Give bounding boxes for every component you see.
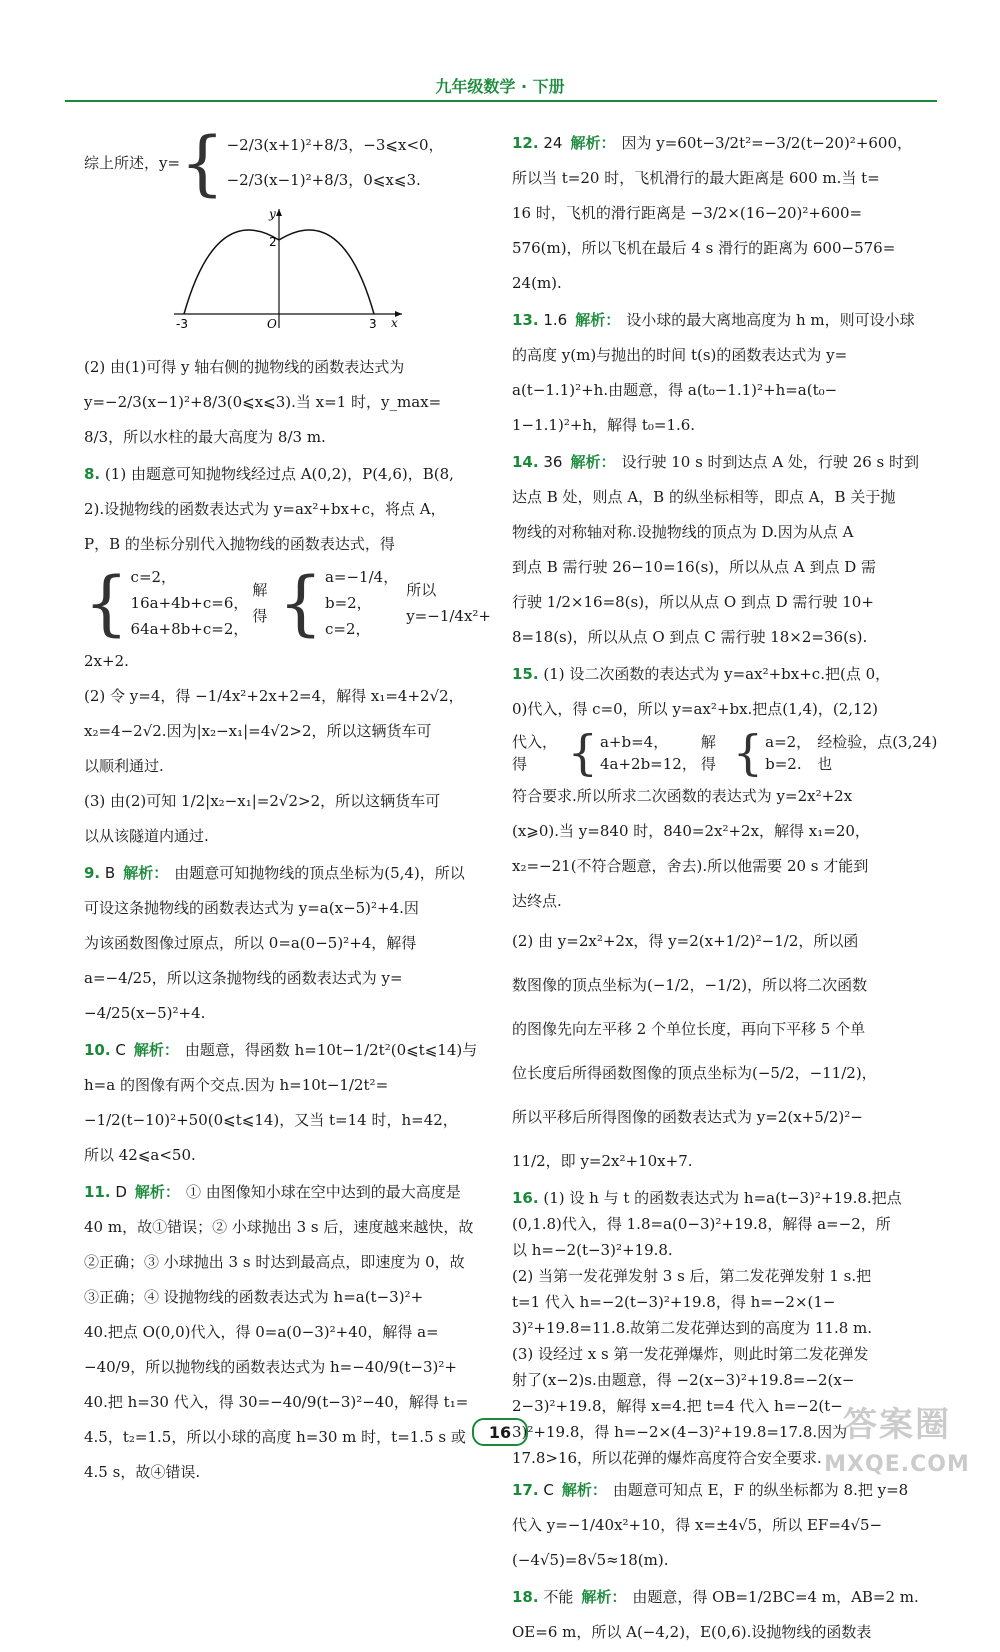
- q8-line: (2) 令 y=4，得 −1/4x²+2x+2=4，解得 x₁=4+2√2，: [84, 687, 464, 705]
- question-9: 9. B 解析： 由题意可知抛物线的顶点坐标为(5,4)，所以 可设这条抛物线的函数表达式为 y=a(x−5)²+4.因 为该函数图像过原点，所以 0=a(0−5)²+4，解得 a=−4/25，所以这条抛物线的函数表达式为 y= −4/25(x−5)²+4.: [84, 856, 494, 1031]
- q13-answer: 1.6: [543, 311, 568, 329]
- q16-number: 16.: [512, 1189, 539, 1207]
- q15-equation-system: [512, 727, 942, 779]
- question-13: 13. 1.6 解析： 设小球的最大离地高度为 h m，则可设小球 的高度 y(m)与抛出的时间 t(s)的函数表达式为 y= a(t−1.1)²+h.由题意，得 a(t₀−1.1)²+h=a(t₀− 1−1.1)²+h，解得 t₀=1.6.: [512, 303, 942, 443]
- tick-2: 2: [269, 235, 277, 249]
- page-footer: [470, 1417, 530, 1447]
- q18-number: 18.: [512, 1588, 539, 1606]
- q15-sys-intro: 代入，得: [512, 733, 558, 773]
- q17-line: 代入 y=−1/40x²+10，得 x=±4√5，所以 EF=4√5−: [512, 1516, 883, 1534]
- origin-label: O: [267, 317, 277, 331]
- q15-line: 0)代入，得 c=0，所以 y=ax²+bx.把点(1,4)，(2,12): [512, 700, 878, 718]
- y-axis-arrow: [276, 209, 282, 216]
- piecewise-case-2: −2/3(x−1)²+8/3，0⩽x⩽3.: [226, 171, 421, 189]
- q10-answer: C: [115, 1041, 126, 1059]
- q8-line: (3) 由(2)可知 1/2|x₂−x₁|=2√2>2，所以这辆货车可: [84, 792, 441, 810]
- q16-line: 3)²+19.8，得 h=−2×(4−3)²+19.8=17.8.因为: [512, 1423, 848, 1441]
- q15-line: 位长度后所得函数图像的顶点坐标为(−5/2，−11/2)，: [512, 1064, 877, 1082]
- analysis-tag: 解析：: [134, 1183, 180, 1201]
- q15-line: (2) 由 y=2x²+2x，得 y=2(x+1/2)²−1/2，所以函: [512, 932, 859, 950]
- q15-line: (x⩾0).当 y=840 时，840=2x²+2x，解得 x₁=20，: [512, 822, 870, 840]
- left-brace: {: [567, 725, 598, 781]
- q14-number: 14.: [512, 453, 539, 471]
- q16-line: 射了(x−2)s.由题意，得 −2(x−3)²+19.8=−2(x−: [512, 1371, 855, 1389]
- q10-number: 10.: [84, 1041, 111, 1059]
- q10-line: h=a 的图像有两个交点.因为 h=10t−1/2t²=: [84, 1076, 389, 1094]
- q17-line: (−4√5)=8√5≈18(m).: [512, 1551, 669, 1569]
- q11-line: ③正确；④ 设抛物线的函数表达式为 h=a(t−3)²+: [84, 1288, 424, 1306]
- q13-line: 的高度 y(m)与抛出的时间 t(s)的函数表达式为 y=: [512, 346, 848, 364]
- q9-line: −4/25(x−5)²+4.: [84, 1004, 206, 1022]
- q9-line: 可设这条抛物线的函数表达式为 y=a(x−5)²+4.因: [84, 899, 419, 917]
- q11-line: 4.5，t₂=1.5，所以小球的高度 h=30 m 时，t=1.5 s 或: [84, 1428, 466, 1446]
- q9-answer: B: [104, 864, 116, 882]
- q8-line: x₂=4−2√2.因为|x₂−x₁|=4√2>2，所以这辆货车可: [84, 722, 432, 740]
- q8-sol: c=2，: [324, 620, 371, 638]
- right-parabola: [279, 230, 374, 314]
- q12-line: 16 时，飞机的滑行距离是 −3/2×(16−20)²+600=: [512, 204, 863, 222]
- q11-answer: D: [115, 1183, 127, 1201]
- q14-line: 物线的对称轴对称.设抛物线的顶点为 D.因为从点 A: [512, 523, 854, 541]
- q8-result: 所以 y=−1/4x²+: [406, 581, 491, 625]
- q8-line: 2).设抛物线的函数表达式为 y=ax²+bx+c，将点 A，: [84, 500, 446, 518]
- left-brace: {: [732, 725, 764, 781]
- parabola-graph: [174, 206, 404, 331]
- q15-solve-word: 解得: [700, 733, 716, 773]
- q15-line: 达终点.: [512, 892, 562, 910]
- q18-line: OE=6 m，所以 A(−4,2)，E(0,6).设抛物线的函数表: [512, 1623, 872, 1641]
- question-8: [84, 457, 494, 854]
- q8-equation-system: [84, 562, 494, 644]
- left-column: [84, 122, 494, 1492]
- watermark-logo-text: 答案圈: [843, 1405, 951, 1445]
- q18-answer: 不能: [543, 1588, 574, 1606]
- question-17: 17. C 解析： 由题意可知点 E，F 的纵坐标都为 8.把 y=8 代入 y=−1/40x²+10，得 x=±4√5，所以 EF=4√5− (−4√5)=8√5≈18(m).: [512, 1473, 942, 1578]
- q15-sol: a=2，: [765, 733, 812, 751]
- q13-line: a(t−1.1)²+h.由题意，得 a(t₀−1.1)²+h=a(t₀−: [512, 381, 838, 399]
- question-14: 14. 36 解析： 设行驶 10 s 时到达点 A 处，行驶 26 s 时到 达点 B 处，则点 A，B 的纵坐标相等，即点 A，B 关于抛 物线的对称轴对称.设抛物线的顶点为 D.因为从点 A 到点 B 需行驶 26−10=16(s)，所以从点 A 到点 D 需 行驶 1/2×16=8(s)，所以从点 O 到点 D 需行驶 10+ 8=18(s)，所以从点 O 到点 C 需行驶 18×2=36(s).: [512, 445, 942, 655]
- q8-line: 以顺利通过.: [84, 757, 164, 775]
- q16-line: t=1 代入 h=−2(t−3)²+19.8，得 h=−2×(1−: [512, 1293, 836, 1311]
- q8-sol: a=−1/4，: [324, 568, 399, 586]
- piecewise-case-1: −2/3(x+1)²+8/3，−3⩽x<0，: [226, 136, 444, 154]
- q8-line: 2x+2.: [84, 652, 129, 670]
- analysis-tag: 解析：: [575, 311, 621, 329]
- q17-number: 17.: [512, 1481, 539, 1499]
- q10-line: 所以 42⩽a<50.: [84, 1146, 196, 1164]
- q9-line: 为该函数图像过原点，所以 0=a(0−5)²+4，解得: [84, 934, 417, 952]
- q12-line: 576(m)，所以飞机在最后 4 s 滑行的距离为 600−576=: [512, 239, 896, 257]
- q16-line: (3) 设经过 x s 第一发花弹爆炸，则此时第二发花弹发: [512, 1345, 869, 1363]
- y-axis-label: y: [269, 207, 276, 221]
- q15-line: 数图像的顶点坐标为(−1/2，−1/2)，所以将二次函数: [512, 976, 868, 994]
- q13-number: 13.: [512, 311, 539, 329]
- q11-line: ②正确；③ 小球抛出 3 s 时达到最高点，即速度为 0，故: [84, 1253, 465, 1271]
- q16-line: 以 h=−2(t−3)²+19.8.: [512, 1241, 673, 1259]
- q12-number: 12.: [512, 134, 539, 152]
- analysis-tag: 解析：: [123, 864, 169, 882]
- q15-sol: b=2.: [765, 755, 802, 773]
- left-brace: {: [84, 562, 129, 644]
- q8-line: 以从该隧道内通过.: [84, 827, 209, 845]
- analysis-tag: 解析：: [581, 1588, 627, 1606]
- analysis-tag: 解析：: [133, 1041, 179, 1059]
- q16-line: 2−3)²+19.8，解得 x=4.把 t=4 代入 h=−2(t−: [512, 1397, 843, 1415]
- q12-line: 所以当 t=20 时，飞机滑行的最大距离是 600 m.当 t=: [512, 169, 880, 187]
- q12-answer: 24: [543, 134, 563, 152]
- analysis-tag: 解析：: [561, 1481, 607, 1499]
- q11-line: 40 m，故①错误；② 小球抛出 3 s 后，速度越来越快，故: [84, 1218, 474, 1236]
- q11-line: 4.5 s，故④错误.: [84, 1463, 201, 1481]
- q15-sys-tail: 经检验，点(3,24)也: [817, 733, 938, 773]
- q16-line: (0,1.8)代入，得 1.8=a(0−3)²+19.8，解得 a=−2，所: [512, 1215, 891, 1233]
- left-brace: {: [278, 562, 323, 644]
- q15-line: 11/2，即 y=2x²+10x+7.: [512, 1152, 693, 1170]
- q14-line: 达点 B 处，则点 A，B 的纵坐标相等，即点 A，B 关于抛: [512, 488, 896, 506]
- site-watermark: [812, 1405, 982, 1485]
- question-18: 18. 不能 解析： 由题意，得 OB=1/2BC=4 m，AB=2 m. OE=6 m，所以 A(−4,2)，E(0,6).设抛物线的函数表: [512, 1580, 942, 1650]
- q8-solve-word: 解得: [252, 581, 268, 625]
- q15-eq: a+b=4，: [599, 733, 669, 751]
- q11-number: 11.: [84, 1183, 111, 1201]
- tick-neg3: -3: [176, 317, 188, 331]
- q15-number: 15.: [512, 665, 539, 683]
- question-16: 16. (1) 设 h 与 t 的函数表达式为 h=a(t−3)²+19.8.把点 (0,1.8)代入，得 1.8=a(0−3)²+19.8，解得 a=−2，所 以 h=−2(t−3)²+19.8. (2) 当第一发花弹发射 3 s 后，第二发花弹发射 1 s.把 t=1 代入 h=−2(t−3)²+19.8，得 h=−2×(1− 3)²+19.8=11.8.故第二发花弹达到的高度为 11.8 m. (3) 设经过 x s 第一发花弹爆炸，则此时第二发花弹发 射了(x−2)s.由题意，得 −2(x−3)²+19.8=−2(x− 2−3)²+19.8，解得 x=4.把 t=4 代入 h=−2(t− 3)²+19.8，得 h=−2×(4−3)²+19.8=17.8.因为 17.8>16，所以花弹的爆炸高度符合安全要求.: [512, 1185, 942, 1471]
- header-divider: [65, 100, 937, 102]
- q8-eq: 16a+4b+c=6，: [130, 594, 249, 612]
- summary-intro: 综上所述，y=: [84, 153, 181, 172]
- q11-line: 40.把点 O(0,0)代入，得 0=a(0−3)²+40，解得 a=: [84, 1323, 439, 1341]
- x-axis-label: x: [391, 316, 398, 330]
- q12-line: 24(m).: [512, 274, 562, 292]
- q8-eq: 64a+8b+c=2，: [130, 620, 249, 638]
- q14-answer: 36: [543, 453, 563, 471]
- watermark-url: MXQE.COM: [824, 1452, 970, 1477]
- q15-line: 所以平移后所得图像的函数表达式为 y=2(x+5/2)²−: [512, 1108, 863, 1126]
- question-11: 11. D 解析： ① 由图像知小球在空中达到的最大高度是 40 m，故①错误；② 小球抛出 3 s 后，速度越来越快，故 ②正确；③ 小球抛出 3 s 时达到最高点，即速度为 0，故 ③正确；④ 设抛物线的函数表达式为 h=a(t−3)²+ 40.把点 O(0,0)代入，得 0=a(0−3)²+40，解得 a= −40/9，所以抛物线的函数表达式为 h=−40/9(t−3)²+ 40.把 h=30 代入，得 30=−40/9(t−3)²−40，解得 t₁= 4.5，t₂=1.5，所以小球的高度 h=30 m 时，t=1.5 s 或 4.5 s，故④错误.: [84, 1175, 494, 1490]
- q11-line: −40/9，所以抛物线的函数表达式为 h=−40/9(t−3)²+: [84, 1358, 457, 1376]
- q9-number: 9.: [84, 864, 101, 882]
- q13-line: 1−1.1)²+h，解得 t₀=1.6.: [512, 416, 696, 434]
- q11-line: 40.把 h=30 代入，得 30=−40/9(t−3)²−40，解得 t₁=: [84, 1393, 469, 1411]
- q8-sol: b=2，: [324, 594, 372, 612]
- q8-line: P，B 的坐标分别代入抛物线的函数表达式，得: [84, 535, 395, 553]
- q7-line: (2) 由(1)可得 y 轴右侧的抛物线的函数表达式为: [84, 358, 405, 376]
- q14-line: 8=18(s)，所以从点 O 到点 C 需行驶 18×2=36(s).: [512, 628, 868, 646]
- analysis-tag: 解析：: [570, 453, 616, 471]
- q14-line: 行驶 1/2×16=8(s)，所以从点 O 到点 D 需行驶 10+: [512, 593, 874, 611]
- q17-answer: C: [543, 1481, 554, 1499]
- tick-pos3: 3: [369, 317, 377, 331]
- q10-line: −1/2(t−10)²+50(0⩽t⩽14)，又当 t=14 时，h=42，: [84, 1111, 458, 1129]
- q8-line: 8. (1) 由题意可知抛物线经过点 A(0,2)，P(4,6)，B(8,: [84, 465, 454, 483]
- q7-line: y=−2/3(x−1)²+8/3(0⩽x⩽3).当 x=1 时，y_max=: [84, 393, 442, 411]
- q8-eq: c=2，: [130, 568, 177, 586]
- q8-number: 8.: [84, 465, 101, 483]
- q14-line: 到点 B 需行驶 26−10=16(s)，所以从点 A 到点 D 需: [512, 558, 877, 576]
- question-15: 15. (1) 设二次函数的表达式为 y=ax²+bx+c.把(点 0， 0)代入，得 c=0，所以 y=ax²+bx.把点(1,4)，(2,12) 代入，得 { a+b=4， 4a+2b=12， 解得 { a=2， b=2. 经检验，点(3,24)也 符合要求.所以所求二次函数的表达式为 y=2x²+2x (x⩾0).当 y=840 时，840=2x²+2x，解得 x₁=20， x₂=−21(不符合题意，舍去).所以他需要 20 s 才能到 达终点. (2) 由 y=2x²+2x，得 y=2(x+1/2)²−1/2，所以函 数图像的顶点坐标为(−1/2，−1/2)，所以将二次函数 的图像先向左平移 2 个单位长度，再向下平移 5 个单 位长度后所得函数图像的顶点坐标为(−5/2，−11/2)， 所以平移后所得图像的函数表达式为 y=2(x+5/2)²− 11/2，即 y=2x²+10x+7.: [512, 657, 942, 1183]
- summary-piecewise: [84, 122, 494, 204]
- page-number: 16: [472, 1418, 528, 1446]
- piecewise-cases: [227, 128, 444, 198]
- analysis-tag: 解析：: [570, 134, 616, 152]
- q15-line: 的图像先向左平移 2 个单位长度，再向下平移 5 个单: [512, 1020, 866, 1038]
- q15-eq: 4a+2b=12，: [599, 755, 697, 773]
- q16-line: 17.8>16，所以花弹的爆炸高度符合安全要求.: [512, 1449, 822, 1467]
- q15-line: 符合要求.所以所求二次函数的表达式为 y=2x²+2x: [512, 787, 853, 805]
- q7-line: 8/3，所以水柱的最大高度为 8/3 m.: [84, 428, 326, 446]
- q16-line: (2) 当第一发花弹发射 3 s 后，第二发花弹发射 1 s.把: [512, 1267, 872, 1285]
- question-10: 10. C 解析： 由题意，得函数 h=10t−1/2t²(0⩽t⩽14)与 h=a 的图像有两个交点.因为 h=10t−1/2t²= −1/2(t−10)²+50(0⩽t⩽14)，又当 t=14 时，h=42， 所以 42⩽a<50.: [84, 1033, 494, 1173]
- q16-line: 3)²+19.8=11.8.故第二发花弹达到的高度为 11.8 m.: [512, 1319, 873, 1337]
- header-title: 九年级数学 · 下册: [435, 77, 565, 96]
- q15-line: x₂=−21(不符合题意，舍去).所以他需要 20 s 才能到: [512, 857, 869, 875]
- q7-part2: [84, 350, 494, 455]
- left-brace: {: [180, 122, 225, 204]
- question-12: 12. 24 解析： 因为 y=60t−3/2t²=−3/2(t−20)²+600， 所以当 t=20 时，飞机滑行的最大距离是 600 m.当 t= 16 时，飞机的滑行距离是 −3/2×(16−20)²+600= 576(m)，所以飞机在最后 4 s 滑行的距离为 600−576= 24(m).: [512, 126, 942, 301]
- q9-line: a=−4/25，所以这条抛物线的函数表达式为 y=: [84, 969, 403, 987]
- left-parabola: [184, 230, 279, 314]
